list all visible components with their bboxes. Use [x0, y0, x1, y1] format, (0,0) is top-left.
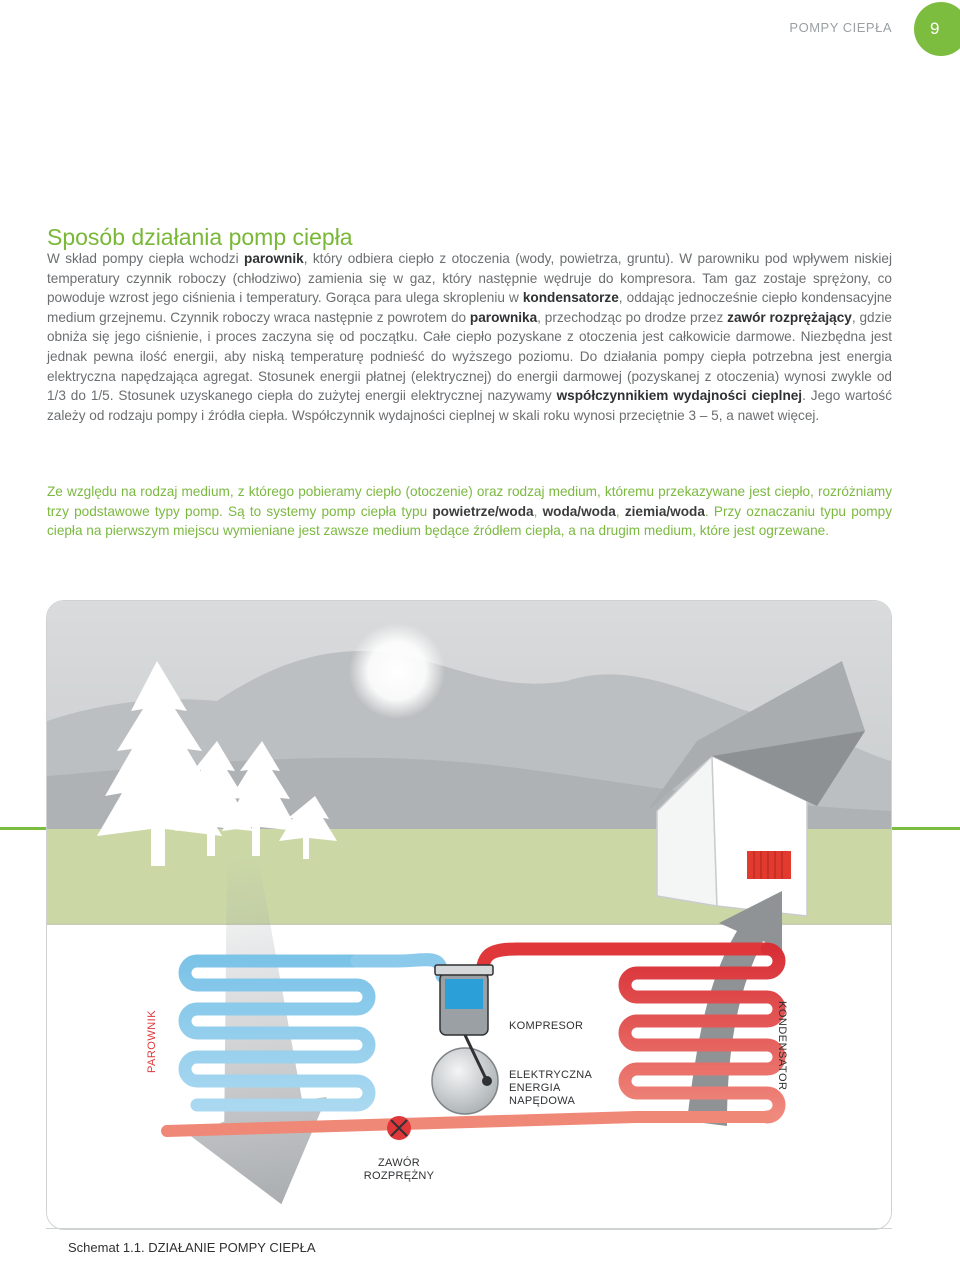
text-run: ,: [615, 503, 625, 519]
bold-term: współczynnikiem wydajności cieplnej: [556, 388, 803, 404]
intro-paragraph: [47, 249, 892, 425]
text-run: ,: [533, 503, 543, 519]
text-run: , oddając jednocześnie ciepło kondensacyjne medium grzejnemu. Czynnik roboczy wraca następnie z powrotem do: [47, 290, 892, 325]
figure-caption: Schemat 1.1. DZIAŁANIE POMPY CIEPŁA: [68, 1240, 316, 1255]
label-valve-line2: ROZPRĘŻNY: [363, 1170, 435, 1182]
compressor-piston: [445, 979, 483, 1009]
heat-pump-illustration: [47, 601, 891, 1229]
label-energy-line3: NAPĘDOWA: [509, 1095, 576, 1107]
label-condenser: KONDENSATOR: [776, 1001, 788, 1091]
bold-term: woda/woda: [542, 503, 616, 519]
text-run: W skład pompy ciepła wchodzi: [47, 251, 245, 266]
section-title: Sposób działania pomp ciepła: [47, 224, 353, 250]
heat-pump-diagram: [46, 600, 892, 1230]
right-accent-line: [890, 827, 960, 830]
page-number-badge: 9: [914, 2, 960, 56]
bold-term: ziemia/woda: [624, 503, 705, 519]
pump-types-paragraph: [47, 482, 892, 541]
crank-pin: [482, 1076, 492, 1086]
bold-term: powietrze/woda: [432, 503, 534, 519]
text-run: , gdzie obniża się jego ciśnienie, i proces zaczyna się od początku. Całe ciepło pozyskane z otoczenia jest całkowicie darmowe. Niezbędna jest jednak pewna ilość energii, aby niską temperaturę podnieść do wyższego poziomu. Do działania pompy ciepła potrzebna jest energia elektryczna napędzająca agregat. Stosunek energii płatnej (elektrycznej) do energii darmowej (pozyskanej z otoczenia) wynosi zwykle od 1/3 do 1/5. Stosunek uzyskanego ciepła do zużytej energii elektrycznej nazywamy: [47, 309, 892, 404]
figure-caption-bar: [46, 1228, 892, 1265]
label-valve-line1: ZAWÓR: [377, 1157, 421, 1169]
bold-term: zawór rozprężający: [727, 309, 852, 325]
left-accent-line: [0, 827, 46, 830]
radiator-icon: [747, 851, 791, 879]
label-energy-line2: ENERGIA: [509, 1082, 561, 1094]
bold-term: parownik: [244, 251, 304, 266]
evaporator-coil: [185, 961, 369, 1105]
text-run: , który odbiera ciepło z otoczenia (wody, powietrza, gruntu). W parowniku pod wpływem niskiej temperatury czynnik roboczy (chłodziwo) zamienia się w gaz, który następnie wędruje do kompresora. Tam gaz zostaje sprężony, co powoduje wzrost jego ciśnienia i temperatury. Gorąca para ulega skropleniu w: [47, 251, 892, 306]
text-run: . Przy oznaczaniu typu pompy ciepła na pierwszym miejscu wymieniane jest zawsze medium będące źródłem ciepła, a na drugim medium, które jest ogrzewane.: [47, 503, 892, 539]
bold-term: parownika: [469, 309, 538, 325]
bold-term: kondensatorze: [522, 290, 619, 306]
header-section-label: POMPY CIEPŁA: [789, 20, 892, 35]
label-evaporator: PAROWNIK: [146, 1009, 158, 1073]
label-energy-line1: ELEKTRYCZNA: [509, 1069, 593, 1081]
compressor-head: [435, 965, 493, 975]
expansion-valve-icon: [387, 1116, 411, 1140]
text-run: . Jego wartość zależy od rodzaju pompy i źródła ciepła. Współczynnik wydajności cieplnej w skali roku wynosi przeciętnie 3 – 5, a nawet więcej.: [47, 388, 892, 423]
text-run: , przechodząc po drodze przez: [537, 309, 728, 325]
sun-icon: [349, 623, 445, 719]
label-compressor: KOMPRESOR: [509, 1020, 584, 1032]
text-run: Ze względu na rodzaj medium, z którego pobieramy ciepło (otoczenie) oraz rodzaj medium, któremu przekazywane jest ciepło, rozróżniamy trzy podstawowe typy pomp. Są to systemy pomp ciepła typu: [47, 484, 892, 519]
